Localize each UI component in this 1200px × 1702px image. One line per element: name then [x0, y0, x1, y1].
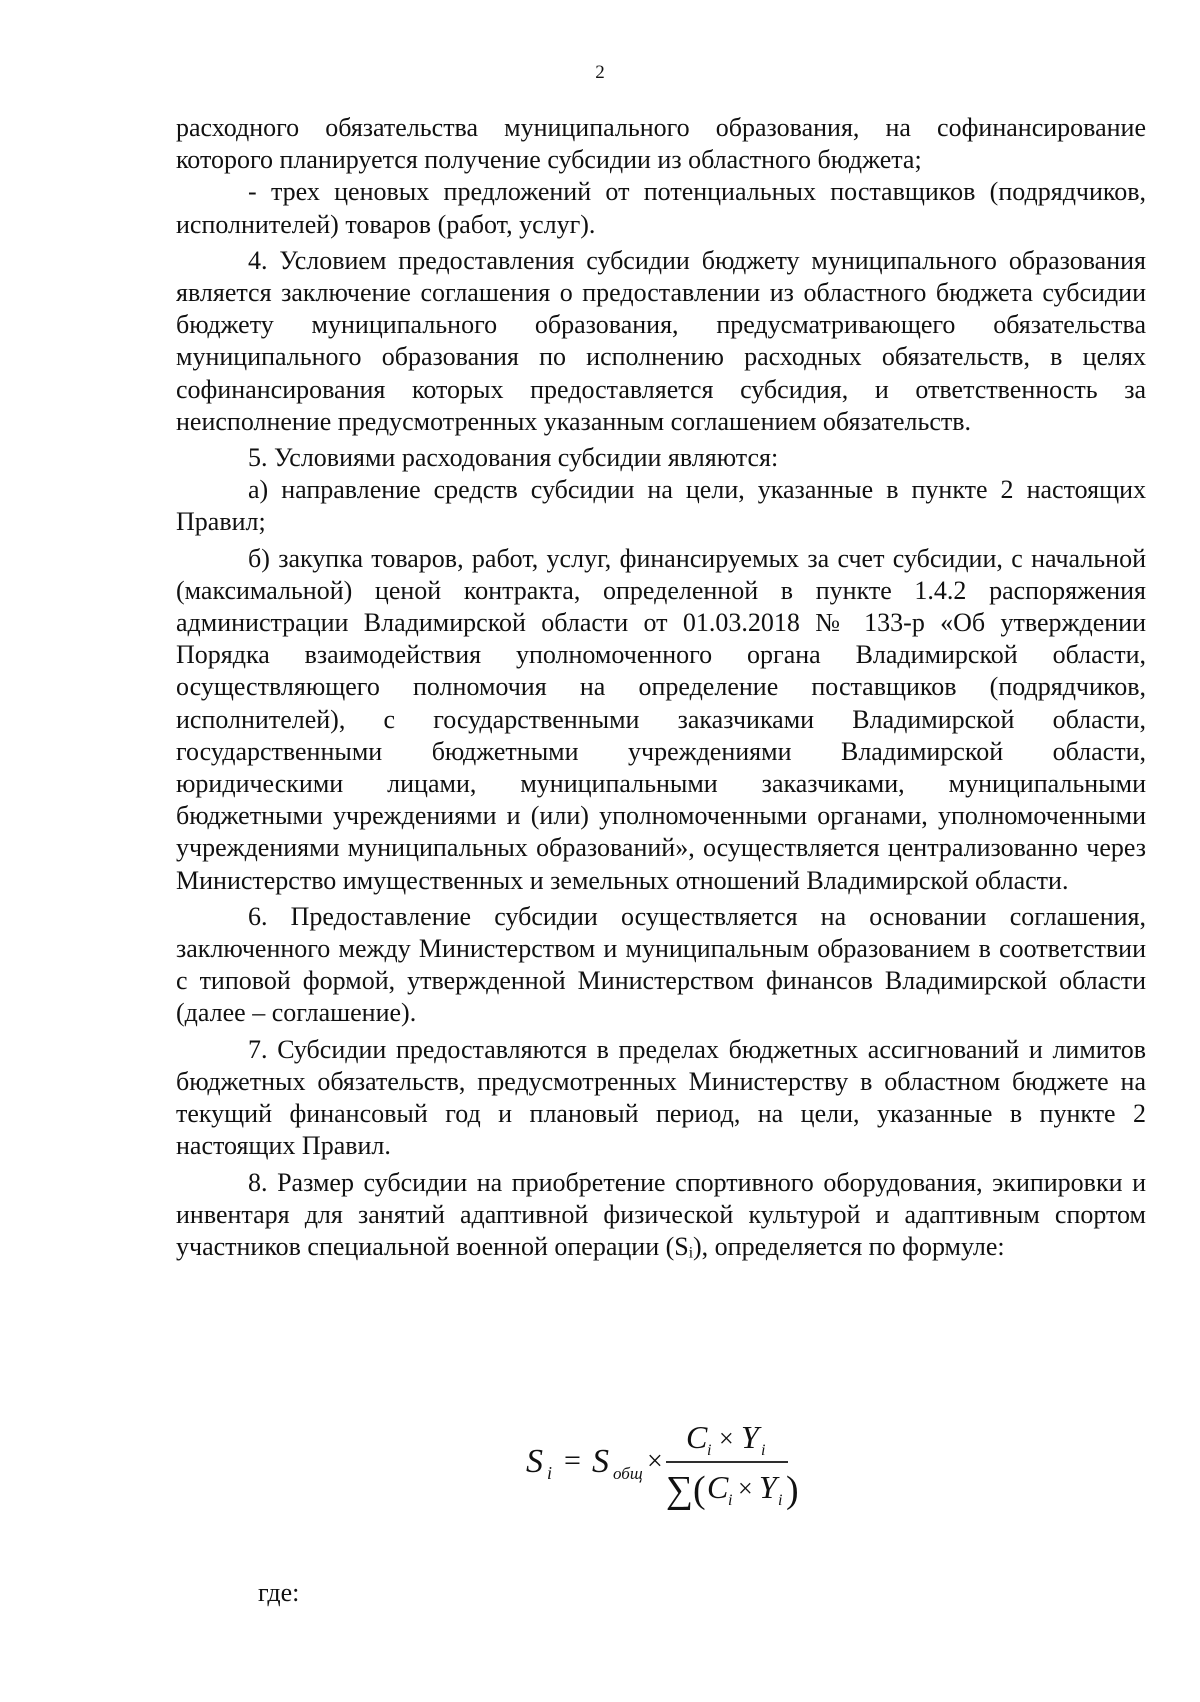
paragraph-item-8: 8. Размер субсидии на приобретение спортивного оборудования, экипировки и инвентаря для занятий адаптивной физической культурой и адаптивным спортом участников специальной военной операции (Sᵢ), определяется по формуле: — [176, 1167, 1146, 1261]
formula-num-c: C — [686, 1419, 708, 1455]
formula-lhs-s: S — [526, 1443, 543, 1480]
formula-num-times: × — [719, 1424, 734, 1453]
formula-sum-sign: ∑ — [666, 1469, 694, 1511]
formula-lhs-sub: i — [547, 1463, 553, 1483]
formula-den-c: C — [707, 1469, 729, 1505]
paragraph-item-6: 6. Предоставление субсидии осуществляется на основании соглашения, заключенного между Министерством и муниципальным образованием в соответствии с типовой формой, утвержденной Министерством финансов Владимирской области (далее – соглашение). — [176, 901, 1146, 1028]
document-body — [176, 112, 1146, 1263]
formula-num-y-sub: i — [761, 1442, 766, 1459]
paragraph-item-7: 7. Субсидии предоставляются в пределах бюджетных ассигнований и лимитов бюджетных обязательств, предусмотренных Министерству в областном бюджете на текущий финансовый год и плановый период, на цели, указанные в пункте 2 настоящих Правил. — [176, 1034, 1146, 1161]
formula-den-y-sub: i — [778, 1492, 783, 1509]
subsidy-formula — [526, 1412, 826, 1522]
paragraph-item-5a: а) направление средств субсидии на цели, указанные в пункте 2 настоящих Правил; — [176, 475, 1146, 537]
page-number: 2 — [595, 62, 605, 83]
paragraph-item-5: 5. Условиями расходования субсидии являются: — [248, 443, 779, 473]
paragraph-price-offers: - трех ценовых предложений от потенциальных поставщиков (подрядчиков, исполнителей) товаров (работ, услуг). — [176, 177, 1146, 239]
paragraph-obligation-continuation: расходного обязательства муниципального образования, на софинансирование которого планируется получение субсидии из областного бюджета; — [176, 113, 1146, 175]
where-label: где: — [258, 1578, 300, 1607]
formula-num-y: Y — [741, 1419, 759, 1455]
formula-den-times: × — [738, 1474, 753, 1503]
formula-s-total-sub: общ — [613, 1464, 643, 1483]
formula-s-total: S — [592, 1443, 609, 1480]
formula-equals: = — [564, 1444, 581, 1477]
formula-den-c-sub: i — [728, 1492, 733, 1509]
formula-num-c-sub: i — [707, 1442, 712, 1459]
formula-den-open-paren: ( — [693, 1469, 706, 1511]
paragraph-item-5b: б) закупка товаров, работ, услуг, финансируемых за счет субсидии, с начальной (максимальной) ценой контракта, определенной в пункте 1.4.2 распоряжения администрации Владимирской области от 01.03.2018 № 133-р «Об утверждении Порядка взаимодействия уполномоченного органа Владимирской области, осуществляющего полномочия на определение поставщиков (подрядчиков, исполнителей), с государственными заказчиками Владимирской области, государственными бюджетными учреждениями Владимирской области, юридическими лицами, муниципальными заказчиками, муниципальными бюджетными учреждениями и (или) уполномоченными органами, уполномоченными учреждениями муниципальных образований», осуществляется централизованно через Министерство имущественных и земельных отношений Владимирской области. — [176, 543, 1146, 895]
paragraph-item-4: 4. Условием предоставления субсидии бюджету муниципального образования является заключение соглашения о предоставлении из областного бюджета субсидии бюджету муниципального образования, предусматривающего обязательства муниципального образования по исполнению расходных обязательств, в целях софинансирования которых предоставляется субсидия, и ответственность за неисполнение предусмотренных указанным соглашением обязательств. — [176, 245, 1146, 436]
formula-den-close-paren: ) — [786, 1469, 799, 1511]
formula-den-y: Y — [759, 1469, 777, 1505]
formula-times: × — [647, 1446, 663, 1477]
